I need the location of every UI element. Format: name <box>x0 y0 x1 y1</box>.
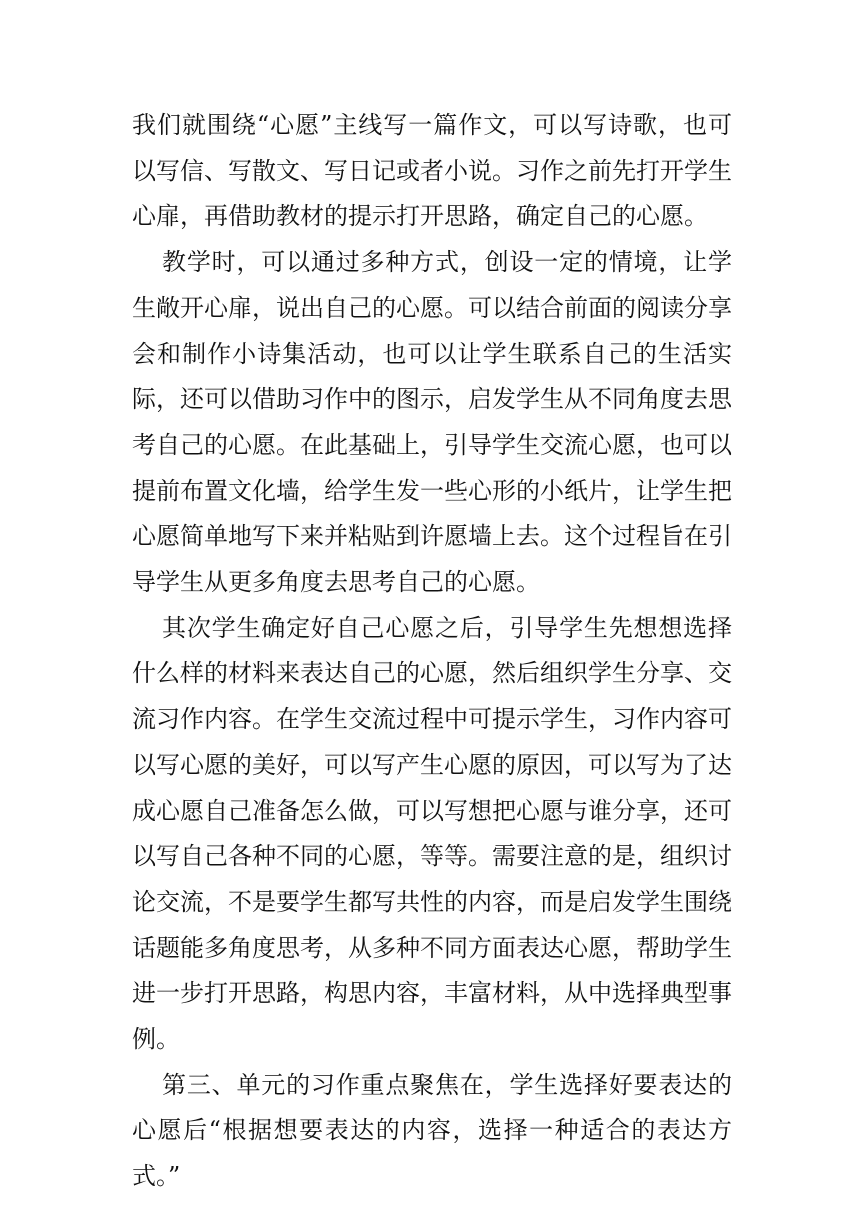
paragraph-1: 我们就围绕“心愿”主线写一篇作文，可以写诗歌，也可以写信、写散文、写日记或者小说。习作之前先打开学生心扉，再借助教材的提示打开思路，确定自己的心愿。 <box>132 111 732 231</box>
paragraph-2: 教学时，可以通过多种方式，创设一定的情境，让学生敞开心扉，说出自己的心愿。可以结合前面的阅读分享会和制作小诗集活动，也可以让学生联系自己的生活实际，还可以借助习作中的图示，启发学生从不同角度去思考自己的心愿。在此基础上，引导学生交流心愿，也可以提前布置文化墙，给学生发一些心形的小纸片，让学生把心愿简单地写下来并粘贴到许愿墙上去。这个过程旨在引导学生从更多角度去思考自己的心愿。 <box>132 248 732 597</box>
document-body <box>132 103 732 1200</box>
paragraph-3: 其次学生确定好自己心愿之后，引导学生先想想选择什么样的材料来表达自己的心愿，然后组织学生分享、交流习作内容。在学生交流过程中可提示学生，习作内容可以写心愿的美好，可以写产生心愿的原因，可以写为了达成心愿自己准备怎么做，可以写想把心愿与谁分享，还可以写自己各种不同的心愿，等等。需要注意的是，组织讨论交流，不是要学生都写共性的内容，而是启发学生围绕话题能多角度思考，从多种不同方面表达心愿，帮助学生进一步打开思路，构思内容，丰富材料，从中选择典型事例。 <box>132 613 732 1054</box>
paragraph-4: 第三、单元的习作重点聚焦在，学生选择好要表达的心愿后“根据想要表达的内容，选择一种适合的表达方式。” <box>132 1070 732 1191</box>
